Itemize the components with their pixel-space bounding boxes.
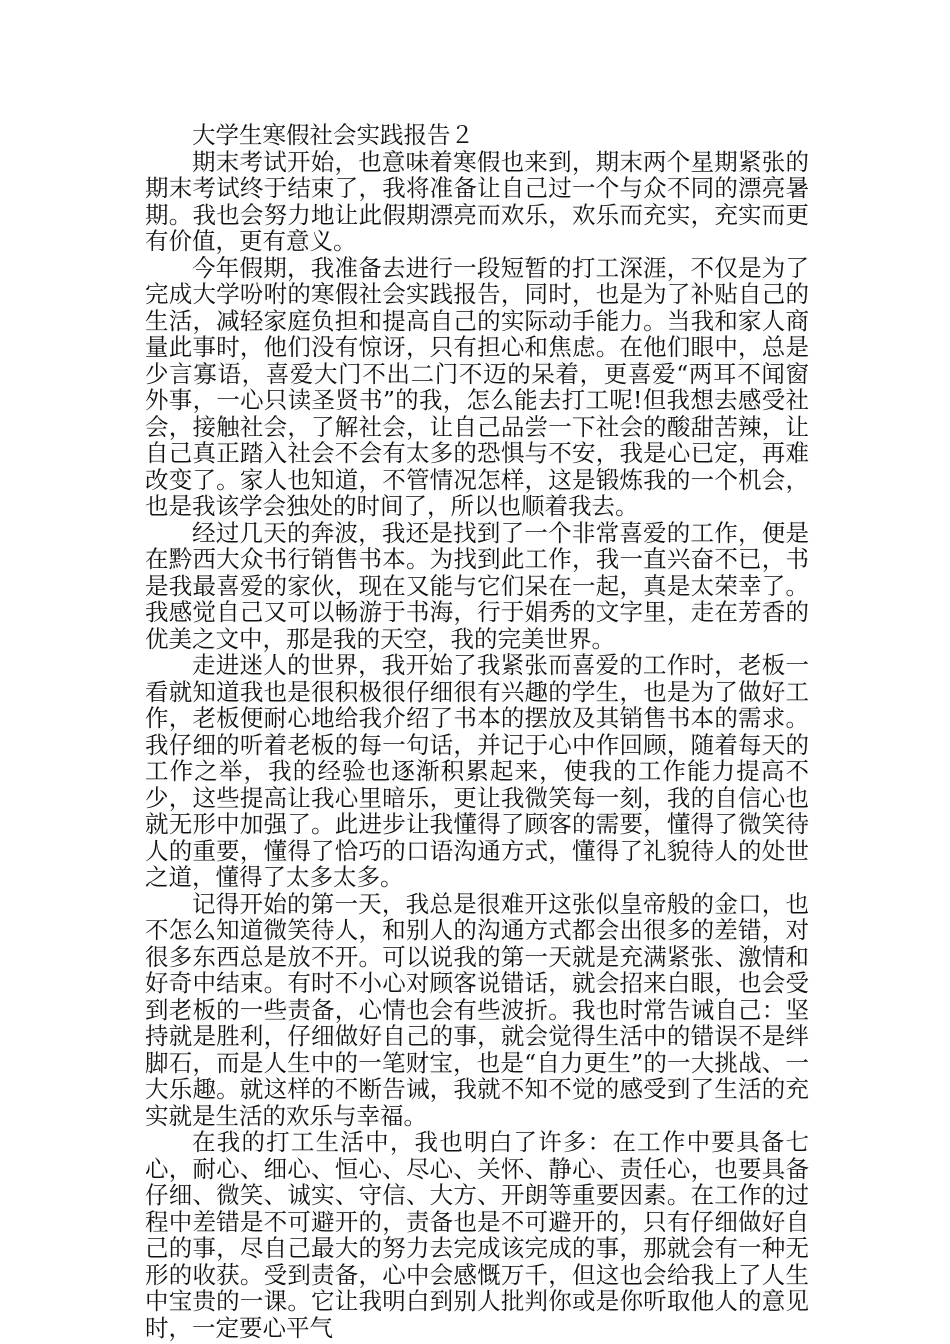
paragraph: 记得开始的第一天，我总是很难开这张似皇帝般的金口，也不怎么知道微笑待人，和别人的沟通方式都会出很多的差错，对很多东西总是放不开。可以说我的第一天就是充满紧张、激情和好奇中结束。有时不小心对顾客说错话，就会招来白眼，也会受到老板的一些责备，心情也会有些波折。我也时常告诫自己：坚持就是胜利，仔细做好自己的事，就会觉得生活中的错误不是绊脚石，而是人生中的一笔财宝，也是“自力更生”的一大挑战、一大乐趣。就这样的不断告诫，我就不知不觉的感受到了生活的充实就是生活的欢乐与幸福。 (145, 889, 809, 1130)
paragraph: 经过几天的奔波，我还是找到了一个非常喜爱的工作，便是在黔西大众书行销售书本。为找到此工作，我一直兴奋不已，书是我最喜爱的家伙，现在又能与它们呆在一起，真是太荣幸了。我感觉自己又可以畅游于书海，行于娟秀的文字里，走在芳香的优美之文中，那是我的天空，我的完美世界。 (145, 518, 809, 653)
paragraph: 今年假期，我准备去进行一段短暂的打工深涯，不仅是为了完成大学吩咐的寒假社会实践报告，同时，也是为了补贴自己的生活，减轻家庭负担和提高自己的实际动手能力。当我和家人商量此事时，他们没有惊讶，只有担心和焦虑。在他们眼中，总是少言寡语，喜爱大门不出二门不迈的呆着，更喜爱“两耳不闻窗外事，一心只读圣贤书”的我，怎么能去打工呢!但我想去感受社会，接触社会，了解社会，让自己品尝一下社会的酸甜苦辣，让自己真正踏入社会不会有太多的恐惧与不安，我是心已定，再难改变了。家人也知道，不管情况怎样，这是锻炼我的一个机会，也是我该学会独处的时间了，所以也顺着我去。 (145, 253, 809, 520)
document-body (145, 122, 809, 1341)
paragraph: 期末考试开始，也意味着寒假也来到，期末两个星期紧张的期末考试终于结束了，我将准备让自己过一个与众不同的漂亮暑期。我也会努力地让此假期漂亮而欢乐，欢乐而充实，充实而更有价值，更有意义。 (145, 147, 809, 255)
paragraph: 走进迷人的世界，我开始了我紧张而喜爱的工作时，老板一看就知道我也是很积极很仔细很有兴趣的学生，也是为了做好工作，老板便耐心地给我介绍了书本的摆放及其销售书本的需求。我仔细的听着老板的每一句话，并记于心中作回顾，随着每天的工作之举，我的经验也逐渐积累起来，使我的工作能力提高不少，这些提高让我心里暗乐，更让我微笑每一刻，我的自信心也就无形中加强了。此进步让我懂得了顾客的需要，懂得了微笑待人的重要，懂得了恰巧的口语沟通方式，懂得了礼貌待人的处世之道，懂得了太多太多。 (145, 651, 809, 891)
paragraph: 在我的打工生活中，我也明白了许多：在工作中要具备七心，耐心、细心、恒心、尽心、关怀、静心、责任心，也要具备仔细、微笑、诚实、守信、大方、开朗等重要因素。在工作的过程中差错是不可避开的，责备也是不可避开的，只有仔细做好自己的事，尽自己最大的努力去完成该完成的事，那就会有一种无形的收获。受到责备，心中会感慨万千，但这也会给我上了人生中宝贵的一课。它让我明白到别人批判你或是你听取他人的意见时，一定要心平气 (145, 1128, 809, 1342)
document-title: 大学生寒假社会实践报告２ (192, 121, 474, 149)
